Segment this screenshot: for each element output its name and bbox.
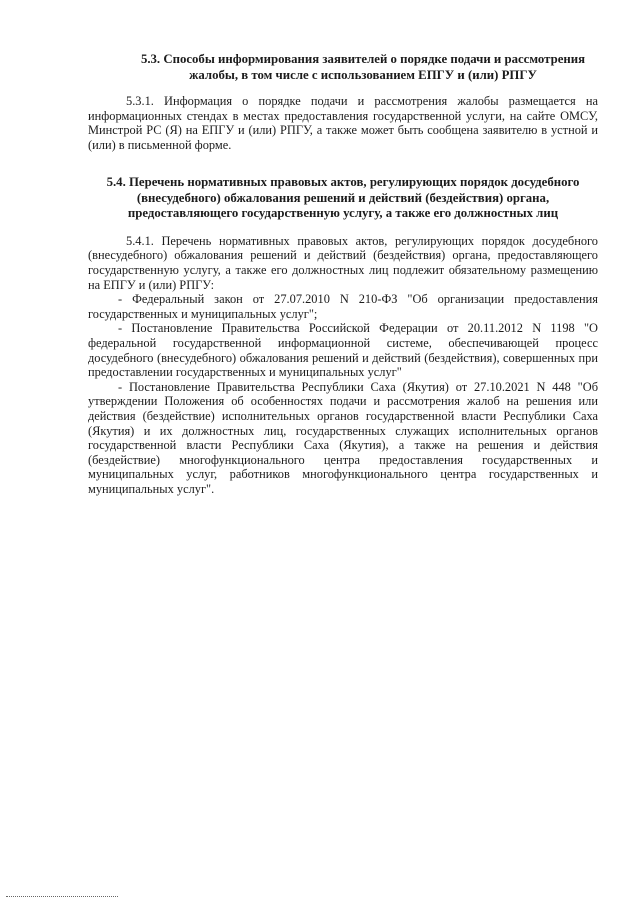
section-5-3-heading: 5.3. Способы информирования заявителей о порядке подачи и рассмотрения жалобы, в том числе с использованием ЕПГУ и (или) РПГУ — [140, 52, 586, 82]
footer-dotted-rule — [6, 896, 118, 897]
legal-act-item-rf-resolution: - Постановление Правительства Российской Федерации от 20.11.2012 N 1198 "О федеральной государственной информационной системе, обеспечивающей процесс досудебного (внесудебного) обжалования решений и действий (бездействия), совершенных при предоставлении государственных и муниципальных услуг" — [88, 321, 598, 380]
legal-act-item-federal-law: - Федеральный закон от 27.07.2010 N 210-ФЗ "Об организации предоставления государственных и муниципальных услуг"; — [88, 292, 598, 321]
legal-act-item-yakutia-resolution: - Постановление Правительства Республики Саха (Якутия) от 27.10.2021 N 448 "Об утверждении Положения об особенностях подачи и рассмотрения жалоб на решения или действия (бездействие) исполнительных органов государственной власти Республики Саха (Якутия) и их должностных лиц, государственных служащих исполнительных органов государственной власти Республики Саха (Якутия), а также на решения и действия (бездействие) многофункционального центра предоставления государственных и муниципальных услуг, работников многофункционального центра государственных и муниципальных услуг". — [88, 379, 598, 496]
section-5-4-heading: 5.4. Перечень нормативных правовых актов, регулирующих порядок досудебного (внесудебного) обжалования решений и действий (бездействия) органа, предоставляющего государственную услугу, а также его должностных лиц — [106, 175, 580, 221]
section-5-4-1-intro: 5.4.1. Перечень нормативных правовых актов, регулирующих порядок досудебного (внесудебного) обжалования решений и действий (бездействия) органа, предоставляющего государственную услугу, а также его должностных лиц подлежит обязательному размещению на ЕПГУ и (или) РПГУ: — [88, 233, 598, 292]
section-5-3-1-paragraph: 5.3.1. Информация о порядке подачи и рассмотрения жалобы размещается на информационных стендах в местах предоставления государственной услуги, на сайте ОМСУ, Минстрой РС (Я) на ЕПГУ и (или) РПГУ, а также может быть сообщена заявителю в устной и (или) в письменной форме. — [88, 94, 598, 152]
